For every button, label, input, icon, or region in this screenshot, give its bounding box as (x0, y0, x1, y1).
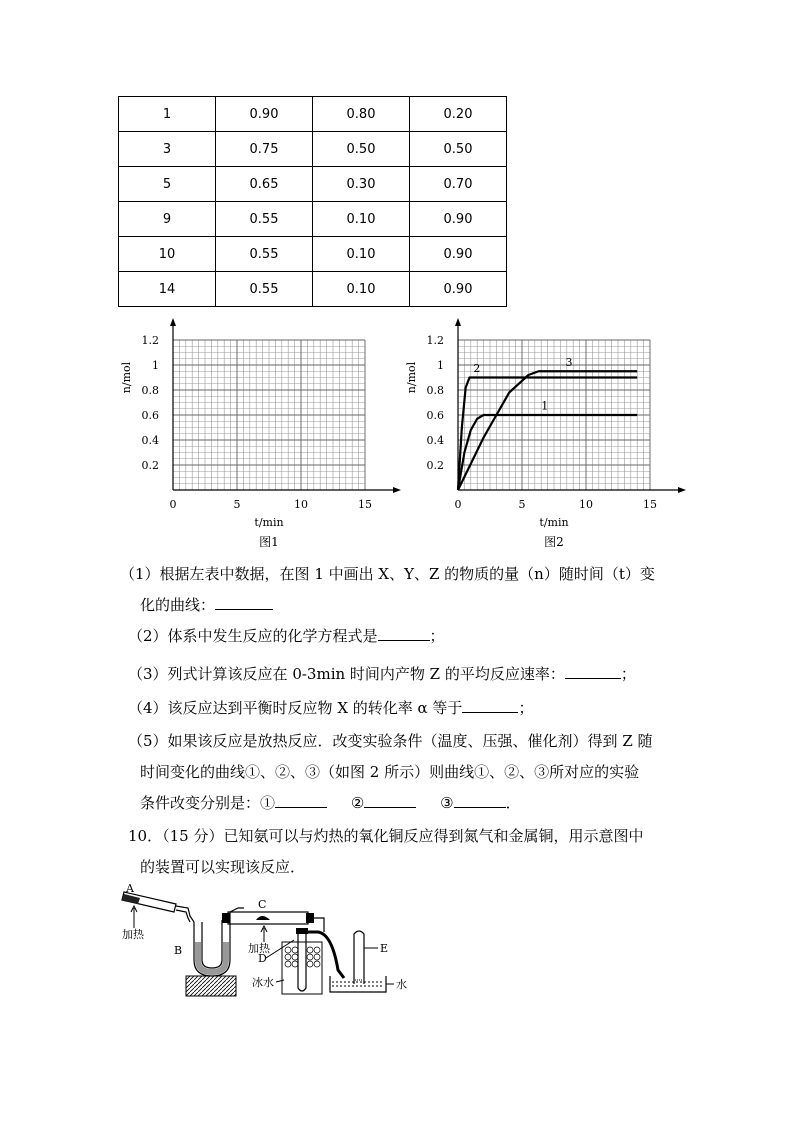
label-e: E (380, 942, 389, 955)
y-tick-label: 1.2 (141, 334, 159, 347)
question-10-line-1: 10．（15 分）已知氨可以与灼热的氧化铜反应得到氮气和金属铜，用示意图中 (128, 827, 644, 845)
table-cell: 0.50 (313, 132, 410, 167)
table-row (119, 167, 507, 202)
y-tick-label: 0.6 (141, 409, 159, 422)
table-cell: 0.50 (410, 132, 507, 167)
table-cell: 0.10 (313, 237, 410, 272)
tube-c (222, 912, 324, 932)
series-label-2: 2 (473, 362, 481, 375)
label-d: D (258, 952, 267, 965)
y-tick-label: 0.4 (141, 434, 159, 447)
label-water: 水 (396, 978, 407, 991)
table-cell: 0.90 (216, 97, 313, 132)
question-1-line-2: 化的曲线： (140, 595, 273, 615)
table-cell: 0.30 (313, 167, 410, 202)
table-cell: 0.65 (216, 167, 313, 202)
question-10-line-2: 的装置可以实现该反应． (140, 858, 306, 876)
data-table (118, 96, 507, 307)
label-heat-2: 加热 (248, 942, 270, 955)
y-tick-label: 0.4 (426, 434, 444, 447)
y-axis-label: n/mol (120, 361, 133, 394)
chart-title: 图2 (544, 535, 564, 549)
x-tick-label: 10 (294, 498, 308, 511)
table-cell: 5 (119, 167, 216, 202)
y-tick-label: 0.8 (426, 384, 444, 397)
question-4: （4）该反应达到平衡时反应物 X 的转化率 α 等于 ； (128, 699, 534, 717)
table-cell: 1 (119, 97, 216, 132)
x-axis-arrow (678, 487, 686, 493)
y-tick-label: 0.6 (426, 409, 444, 422)
pointer-ice-water (276, 980, 284, 982)
table-cell: 0.90 (410, 202, 507, 237)
table-cell: 0.10 (313, 272, 410, 307)
question-5-line-2: 时间变化的曲线①、②、③（如图 2 所示）则曲线①、②、③所对应的实验 (140, 763, 640, 781)
table-row (119, 132, 507, 167)
x-tick-label: 0 (454, 498, 462, 511)
x-tick-label: 5 (233, 498, 241, 511)
plot-area (405, 318, 686, 549)
label-c: C (258, 898, 267, 911)
x-axis-label: t/min (539, 516, 569, 529)
table-cell: 0.10 (313, 202, 410, 237)
table-row (119, 202, 507, 237)
x-tick-label: 15 (643, 498, 657, 511)
y-axis-arrow (170, 318, 176, 326)
table-row (119, 272, 507, 307)
table-cell: 0.90 (410, 272, 507, 307)
y-tick-label: 0.2 (426, 459, 444, 472)
question-1-line-1: （1）根据左表中数据，在图 1 中画出 X、Y、Z 的物质的量（n）随时间（t）变 (120, 565, 655, 583)
question-5-line-1: （5）如果该反应是放热反应．改变实验条件（温度、压强、催化剂）得到 Z 随 (128, 732, 653, 750)
table-cell: 0.80 (313, 97, 410, 132)
series-label-3: 3 (565, 355, 573, 369)
ice-bath (282, 928, 344, 994)
table-cell: 0.20 (410, 97, 507, 132)
table-cell: 0.55 (216, 202, 313, 237)
y-tick-label: 1 (437, 359, 444, 372)
label-b: B (174, 944, 183, 957)
table-row (119, 97, 507, 132)
y-tick-label: 0.8 (141, 384, 159, 397)
table-cell: 3 (119, 132, 216, 167)
y-axis-label: n/mol (405, 361, 418, 394)
label-ice-water: 冰水 (252, 976, 274, 989)
x-axis-label: t/min (254, 516, 284, 529)
table-cell: 0.55 (216, 237, 313, 272)
table-row (119, 237, 507, 272)
x-tick-label: 15 (358, 498, 372, 511)
question-5-line-3: 条件改变分别是：① ② ③ ． (140, 794, 521, 812)
x-tick-label: 5 (518, 498, 526, 511)
apparatus-diagram (118, 880, 418, 1000)
table-cell: 0.55 (216, 272, 313, 307)
y-axis-arrow (455, 318, 461, 326)
question-3: （3）列式计算该反应在 0-3min 时间内产物 Z 的平均反应速率： ； (128, 665, 636, 683)
question-2: （2）体系中发生反应的化学方程式是 ； (128, 627, 445, 645)
tube-a (122, 892, 194, 922)
table-cell: 0.70 (410, 167, 507, 202)
table-cell: 9 (119, 202, 216, 237)
chart-title: 图1 (259, 535, 279, 549)
water-trough (330, 931, 389, 992)
y-tick-label: 0.2 (141, 459, 159, 472)
table-cell: 10 (119, 237, 216, 272)
u-tube-b (186, 908, 244, 996)
plot-area (120, 318, 401, 549)
label-heat-1: 加热 (122, 928, 144, 941)
y-tick-label: 1.2 (426, 334, 444, 347)
figure-2-chart (395, 316, 695, 556)
x-tick-label: 10 (579, 498, 593, 511)
table-cell: 0.75 (216, 132, 313, 167)
pointer-d (266, 940, 294, 958)
figure-1-chart (110, 316, 410, 556)
series-label-1: 1 (541, 399, 549, 413)
table-cell: 0.90 (410, 237, 507, 272)
y-tick-label: 1 (152, 359, 159, 372)
x-tick-label: 0 (169, 498, 177, 511)
table-cell: 14 (119, 272, 216, 307)
label-a: A (126, 882, 134, 895)
